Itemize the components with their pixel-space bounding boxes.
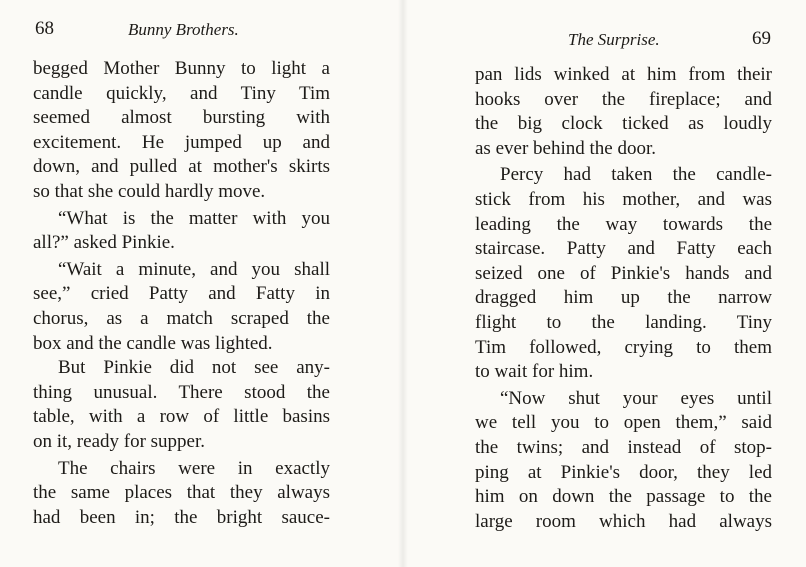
text-line: candle quickly, and Tiny Tim (33, 82, 330, 104)
text-line: excitement. He jumped up and (33, 131, 330, 153)
text-line: pan lids winked at him from their (475, 64, 772, 85)
text-line: on it, ready for supper. (33, 430, 206, 452)
text-line: large room which had always (475, 510, 772, 532)
text-line: seemed almost bursting with (33, 107, 330, 129)
text-line: so that she could hardly move. (33, 180, 266, 202)
text-line: Tim followed, crying to them (475, 336, 772, 358)
text-line: dragged him up the narrow (475, 287, 772, 309)
text-line: down, and pulled at mother's skirts (33, 156, 330, 178)
text-line: all?” asked Pinkie. (33, 232, 175, 254)
text-line-content: The chairs were in exactly (58, 457, 330, 479)
text-line: seized one of Pinkie's hands and (475, 262, 772, 284)
text-line: had been in; the bright sauce- (33, 506, 330, 528)
text-line: we tell you to open them,” said (475, 412, 772, 434)
text-line: stick from his mother, and was (475, 188, 772, 210)
text-line (33, 457, 330, 482)
text-line: the twins; and instead of stop- (475, 436, 772, 458)
text-line: chorus, as a match scraped the (33, 307, 330, 329)
text-line-content: But Pinkie did not see any- (58, 357, 330, 379)
text-line-content: “Now shut your eyes until (500, 387, 772, 409)
running-head: The Surprise. (568, 30, 660, 49)
text-line: table, with a row of little basins (33, 406, 330, 428)
page-number: 68 (35, 18, 54, 39)
text-line (33, 207, 330, 232)
text-line (33, 356, 330, 381)
body-text (33, 57, 330, 530)
text-line (33, 258, 330, 283)
text-line (475, 387, 772, 412)
text-line: see,” cried Patty and Fatty in (33, 283, 330, 305)
text-line-content: “What is the matter with you (58, 207, 330, 229)
text-line-content: “Wait a minute, and you shall (58, 258, 330, 280)
text-line: the big clock ticked as loudly (475, 113, 772, 135)
text-line: him on down the passage to the (475, 486, 772, 508)
text-line: flight to the landing. Tiny (475, 311, 772, 333)
left-page (0, 0, 400, 567)
text-line: leading the way towards the (475, 213, 772, 235)
text-line: staircase. Patty and Fatty each (475, 238, 772, 260)
text-line: as ever behind the door. (475, 137, 656, 159)
text-line: the same places that they always (33, 482, 330, 504)
text-line: thing unusual. There stood the (33, 381, 330, 403)
text-line: begged Mother Bunny to light a (33, 58, 330, 79)
text-line: ping at Pinkie's door, they led (475, 461, 772, 483)
right-page (404, 0, 806, 567)
text-line: hooks over the fireplace; and (475, 88, 772, 110)
text-line: to wait for him. (475, 361, 594, 383)
body-text (475, 63, 772, 534)
running-head: Bunny Brothers. (128, 20, 239, 39)
page-number: 69 (752, 28, 771, 49)
text-line: box and the candle was lighted. (33, 332, 273, 354)
text-line (475, 163, 772, 188)
text-line-content: Percy had taken the candle- (500, 164, 772, 186)
